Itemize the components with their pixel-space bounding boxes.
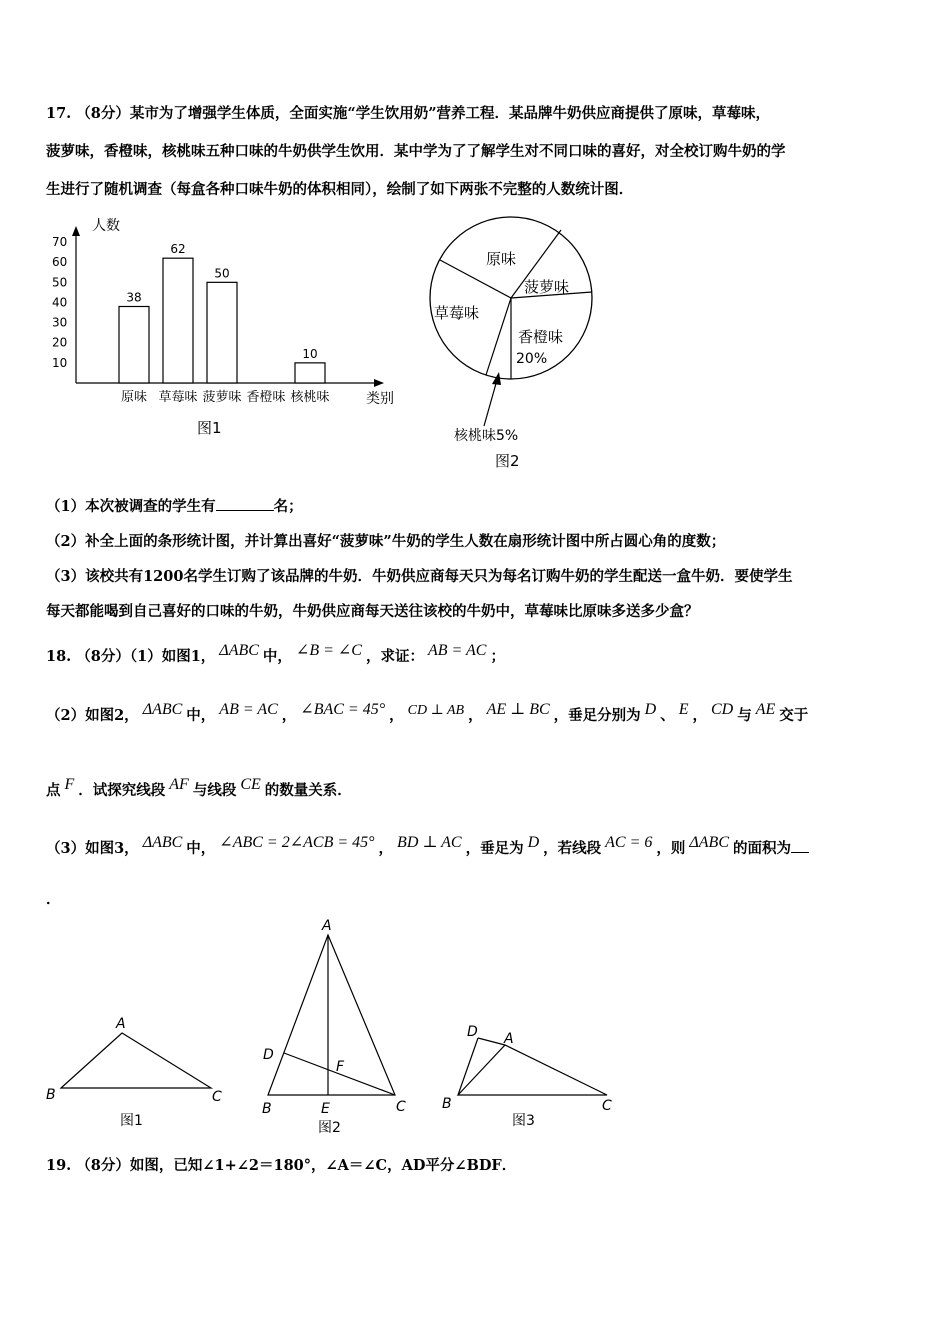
math-f: F (64, 776, 75, 793)
q18-p1-t2: ，求证： (365, 648, 424, 665)
fig3-segment-bd (458, 1038, 478, 1095)
q17-line-2: 菠萝味，香橙味，核桃味五种口味的牛奶供学生饮用．某中学为了了解学生对不同口味的喜好，对全校订购牛奶的学 (46, 143, 786, 160)
q17-sub1 (46, 495, 303, 516)
bar-0 (119, 306, 149, 383)
q18-p1-pre: 18. （8分）（1）如图1， (46, 648, 216, 665)
y-axis-arrow-icon (72, 226, 80, 236)
math-ce: CE (240, 776, 261, 793)
pie-chart-figure-2 (420, 212, 620, 472)
math-af: AF (169, 776, 189, 793)
bar-chart-title: 图1 (197, 419, 222, 437)
fig3-segment-da (478, 1038, 505, 1045)
math-angle-bac: ∠BAC = 45° (300, 701, 386, 718)
q18-p2-t7: ， (692, 707, 707, 724)
math-abc: ΔABC (219, 642, 259, 659)
q18-part2-cont (46, 776, 352, 800)
q17-line-3: 生进行了随机调查（每盒各种口味牛奶的体积相同），绘制了如下两张不完整的人数统计图． (46, 181, 634, 198)
pie-chart-title: 图2 (495, 452, 520, 470)
q18-p2b-t1: ．试探究线段 (78, 782, 166, 799)
math-ac-eq-6: AC = 6 (605, 834, 653, 851)
fig2-label-b: B (262, 1101, 272, 1117)
q19-line-1: 19. （8分）如图，已知∠1+∠2＝180°，∠A＝∠C，AD平分∠BDF． (46, 1157, 517, 1174)
q18-p3-t6: 的面积为 (733, 840, 791, 857)
q18-p2-t4: ， (468, 707, 483, 724)
fig2-label-d: D (263, 1047, 274, 1063)
pie-divider-hetao-caomei (486, 298, 511, 375)
q17-sub3-line-1: （3）该校共有1200名学生订购了该品牌的牛奶．牛奶供应商每天只为每名订购牛奶的学生配送一盒牛奶．要使学生 (46, 568, 793, 585)
q18-p3-t1: 中， (186, 840, 216, 857)
pie-label-xiangcheng-percent: 20% (516, 351, 548, 367)
math-abc: ΔABC (142, 701, 183, 718)
category-label: 原味 (120, 390, 148, 405)
math-ab-eq-ac: AB = AC (219, 701, 278, 718)
fig3-label-a: A (504, 1031, 514, 1047)
math-abc: ΔABC (142, 834, 183, 851)
bar-value-label: 50 (214, 266, 230, 281)
bar-1 (163, 258, 193, 383)
bar-value-label: 62 (170, 242, 186, 257)
q18-p2-pre: （2）如图2， (46, 707, 139, 724)
math-angle-b-eq-c: ∠B = ∠C (295, 642, 362, 659)
q18-p2b-t2: 与线段 (192, 782, 237, 799)
q18-p3-t5: ，则 (656, 840, 686, 857)
math-bd-perp-ac: BD ⊥ AC (397, 834, 462, 851)
q18-p2-t8: 与 (737, 707, 752, 724)
q18-p2-t2: ， (281, 707, 297, 724)
math-ab-eq-ac: AB = AC (427, 642, 487, 659)
category-label: 核桃味 (290, 390, 330, 405)
q18-p1-t1: 中， (262, 648, 292, 665)
fig3-caption: 图3 (512, 1113, 535, 1129)
callout-line (484, 380, 497, 426)
fig3-label-b: B (442, 1096, 452, 1112)
pie-callout-hetao: 核桃味5% (454, 428, 519, 444)
math-cd-perp-ab: CD ⊥ AB (407, 703, 465, 718)
fig2-label-a: A (322, 918, 332, 934)
y-tick-label: 10 (52, 355, 68, 370)
pie-label-xiangcheng: 香橙味 (518, 328, 564, 346)
y-tick-label: 30 (52, 315, 68, 330)
fig1-label-a: A (116, 1016, 126, 1032)
q18-part2 (46, 701, 809, 725)
fig2-label-e: E (321, 1101, 330, 1117)
fig2-label-c: C (396, 1099, 406, 1115)
fig3-triangle (458, 1045, 607, 1095)
fig3-label-c: C (602, 1098, 612, 1114)
q18-p2-t3: ， (389, 707, 404, 724)
y-tick-label: 50 (52, 275, 68, 290)
math-d: D (527, 834, 540, 851)
fig2-label-f: F (336, 1059, 345, 1075)
math-ae: AE (755, 701, 776, 718)
bar-chart-xlabel: 类别 (366, 391, 394, 407)
bar-4 (295, 363, 325, 383)
math-angle-abc-acb: ∠ABC = 2∠ACB = 45° (219, 834, 375, 851)
category-label: 香橙味 (246, 390, 286, 405)
category-label: 菠萝味 (202, 390, 242, 405)
q17-line-1: 17. （8分）某市为了增强学生体质，全面实施“学生饮用奶”营养工程．某品牌牛奶供应商提供了原味，草莓味， (46, 105, 771, 122)
y-tick-label: 20 (52, 335, 68, 350)
y-tick-label: 60 (52, 255, 68, 270)
q18-p2-t5: ，垂足分别为 (553, 707, 641, 724)
fig1-label-b: B (46, 1087, 56, 1103)
fig2-caption: 图2 (318, 1120, 341, 1136)
fig3-label-d: D (467, 1024, 478, 1040)
fig1-caption: 图1 (120, 1113, 143, 1129)
q17-sub2: （2）补全上面的条形统计图，并计算出喜好“菠萝味”牛奶的学生人数在扇形统计图中所占圆心角的度数； (46, 533, 726, 550)
q18-part1 (46, 642, 505, 666)
answer-blank[interactable] (791, 838, 809, 853)
q17-sub3-line-2: 每天都能喝到自己喜好的口味的牛奶，牛奶供应商每天送往该校的牛奶中，草莓味比原味多送多少盒？ (46, 603, 699, 620)
geometry-figures (40, 915, 630, 1140)
bar-2 (207, 282, 237, 383)
y-tick-label: 40 (52, 295, 68, 310)
q18-part3-end: ． (46, 891, 61, 908)
q17-sub1-tail: 名； (273, 498, 303, 515)
x-axis-arrow-icon (374, 379, 384, 387)
fig1-label-c: C (212, 1089, 222, 1105)
category-label: 草莓味 (158, 390, 198, 405)
q17-sub1-text: （1）本次被调查的学生有 (46, 498, 216, 515)
pie-label-boluo: 菠萝味 (524, 278, 570, 296)
q18-p1-t3: ； (490, 648, 505, 665)
answer-blank[interactable] (216, 496, 274, 511)
q18-p3-t3: ，垂足为 (465, 840, 524, 857)
math-e: E (678, 701, 689, 718)
math-d: D (644, 701, 657, 718)
q18-p2b-t3: 的数量关系． (264, 782, 352, 799)
q18-part3 (46, 834, 809, 858)
fig1-triangle (61, 1033, 211, 1088)
pie-label-caomei: 草莓味 (434, 304, 480, 322)
q18-p3-t4: ，若线段 (543, 840, 602, 857)
bar-chart-ylabel: 人数 (92, 218, 120, 234)
math-cd: CD (710, 701, 734, 718)
q18-p2-t1: 中， (186, 707, 216, 724)
math-ae-perp-bc: AE ⊥ BC (486, 701, 550, 718)
q18-p2b-pre: 点 (46, 782, 61, 799)
callout-arrow-icon (492, 372, 501, 385)
q18-p3-pre: （3）如图3， (46, 840, 139, 857)
y-tick-label: 70 (52, 235, 68, 250)
q18-p2-t6: 、 (660, 707, 675, 724)
math-abc: ΔABC (689, 834, 729, 851)
bar-value-label: 10 (302, 346, 318, 361)
bar-chart-figure-1 (40, 212, 410, 442)
bar-value-label: 38 (126, 290, 142, 305)
q18-p2-t9: 交于 (779, 707, 809, 724)
q18-p3-t2: ， (378, 840, 394, 857)
pie-label-yuanwei: 原味 (486, 250, 517, 268)
